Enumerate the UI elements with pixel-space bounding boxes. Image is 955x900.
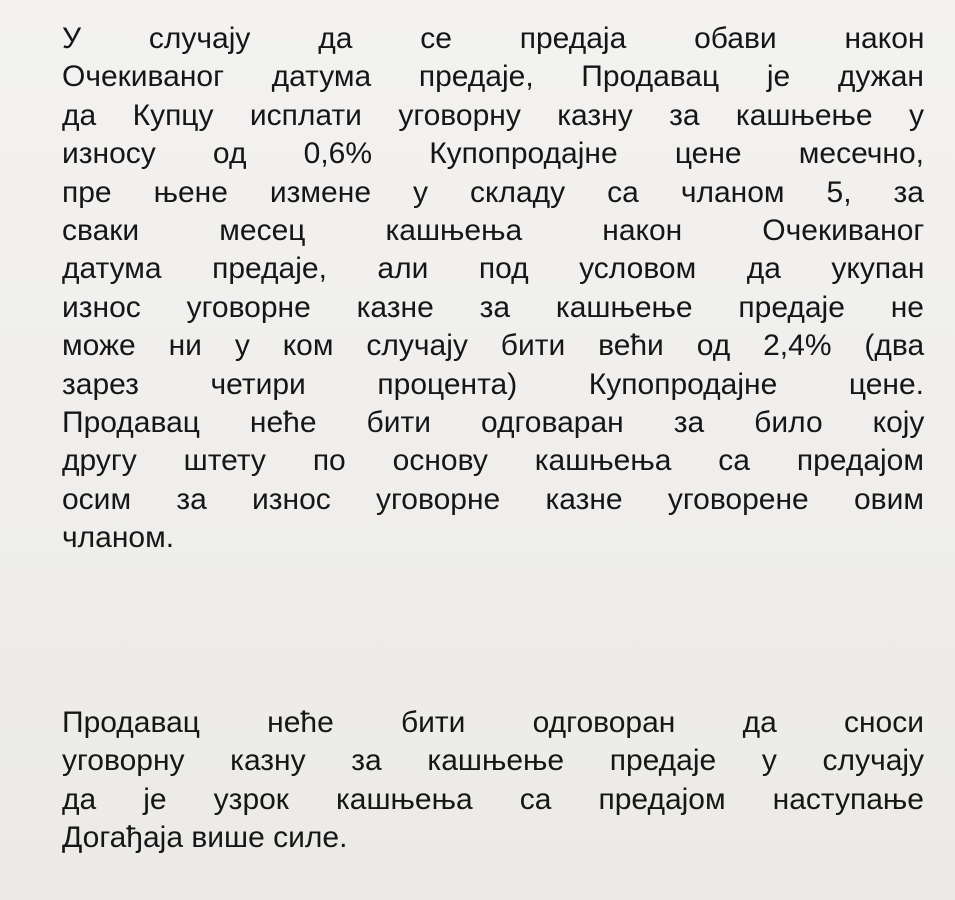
text-line: чланом. (62, 521, 175, 555)
text-line: уговорну казну за кашњење предаје у случају (62, 744, 925, 778)
text-line: да Купцу исплати уговорну казну за кашњење у (62, 98, 924, 132)
text-line: може ни у ком случају бити већи од 2,4% (два (62, 329, 925, 363)
text-line: износ уговорне казне за кашњење предаје не (62, 290, 924, 324)
text-line: пре њене измене у складу са чланом 5, за (62, 175, 924, 209)
paragraph-late-delivery-penalty (62, 20, 924, 557)
text-line: зарез четири процента) Купопродајне цене. (62, 367, 924, 401)
text-line: другу штету по основу кашњења са предајом (62, 444, 924, 478)
text-line: Продавац неће бити одговоран да сноси (62, 706, 924, 739)
text-line: У случају да се предаја обави након (62, 22, 925, 55)
text-line: Очекиваног датума предаје, Продавац је дужан (62, 60, 924, 94)
text-line: да је узрок кашњења са предајом наступање (62, 782, 924, 816)
text-line: сваки месец кашњења након Очекиваног (62, 213, 925, 247)
text-line: датума предаје, али под условом да укупан (62, 252, 925, 286)
text-line: износу од 0,6% Купопродајне цене месечно, (62, 137, 924, 171)
text-line: Догађаја више силе. (62, 821, 348, 855)
text-line: осим за износ уговорне казне уговорене овим (62, 482, 924, 516)
paragraph-force-majeure (62, 704, 924, 858)
text-line: Продавац неће бити одговаран за било коју (62, 405, 925, 439)
